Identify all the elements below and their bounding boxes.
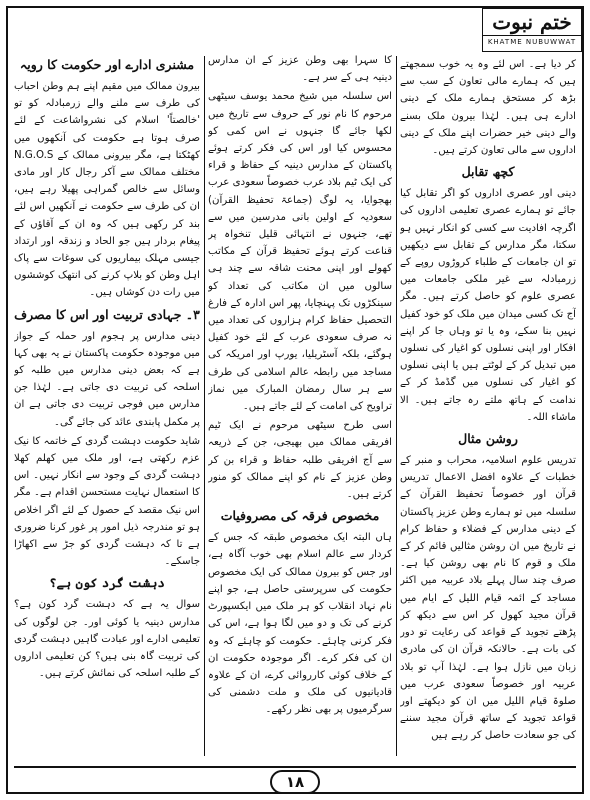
column-divider xyxy=(396,56,397,756)
section-heading: ۳۔ جہادی تربیت اور اس کا مصرف xyxy=(14,306,200,322)
article-column-middle xyxy=(208,52,392,758)
paragraph: بیرون ممالک میں مقیم اپنے ہم وطن احباب کی طرف سے ملنے والے زرمبادلہ کو تو 'خالصتاً' اسلام کی نشرواشاعت کے لئے صرف ہوتا ہے حکومت کی آنکھوں میں کھٹکتا ہے، مگر بیرونی ممالک کے N.G.O.S مختلف ممالک سے آکر رجال کار اور مادی وسائل سے خالص گمراہی پھیلا رہے ہیں، ان کی طرف سے حکومت نے آنکھیں اس لئے بند کر رکھی ہیں کہ وہ ان کے آقاؤں کے پیغام بردار ہیں جو الحاد و زندقہ اور ارتداد جیسی مہلک بیماریوں کی سوغات سے پاک اہل وطن کو بلاپ کرنے کی انتھک کوششوں میں رات دن کوشاں ہیں۔ xyxy=(14,81,200,299)
page-number: ۱۸ xyxy=(270,770,320,794)
section-heading: دہشت گرد کون ہے؟ xyxy=(49,575,165,591)
column-divider xyxy=(204,56,205,756)
section-heading: مخصوص فرقہ کی مصروفیات xyxy=(220,508,380,524)
article-column-right xyxy=(400,56,576,762)
paragraph: سوال یہ ہے کہ دہشت گرد کون ہے؟ مدارس دینیہ یا کوئی اور۔ جن لوگوں کی تعلیمی ادارے اور عبادت گاہیں دہشت گردی کی تربیت گاہ بنی ہیں؟ کن تعلیمی اداروں کے طلبہ اسلحہ کی نمائش کرتے ہیں۔ xyxy=(14,599,200,680)
masthead-title: ختم نبوت xyxy=(492,10,572,34)
paragraph: ہاں البتہ ایک مخصوص طبقہ کہ جس کے کردار سے عالم اسلام بھی خوب آگاہ ہے، اور جس کو بیرون ممالک کی ایک مخصوص حکومت کی سرپرستی حاصل ہے، جو اپنے نام نہاد انقلاب کو ہر ملک میں ایکسپورٹ کرنے کی تک و دو میں لگا ہوا ہے، اس کی فکر کرنی چاہئے۔ حکومت کو چاہئے کہ وہ ان کی فکر کرے۔ اگر موجودہ حکومت ان کے خلاف کوئی کارروائی کرے، ان کے علاوہ قادیانیوں کی ملک و ملت دشمنی کی سرگرمیوں پر بھی نظر رکھے۔ xyxy=(208,532,392,716)
paragraph: کا سہرا بھی وطن عزیز کے ان مدارس دینیہ ہی کے سر ہے۔ xyxy=(208,55,392,84)
paragraph: اس سلسلہ میں شیخ محمد یوسف سیٹھی مرحوم کا نام نور کے حروف سے تاریخ میں لکھا جائے گا جنہوں نے اس کمی کو محسوس کیا اور اس کی فکر کرتے ہوئے پاکستان کے مدارس دینیہ کے حفاظ و قراء کی ایک ٹیم بلاد عرب خصوصاً سعودی عرب بھجوایا، یہ لوگ (جماعۃ تحفیظ القرآن) سعودیہ کے اولین بانی مدرسین میں سے تھے، جنہوں نے انتہائی قلیل تنخواہ پر قناعت کرتے ہوئے تحفیظ قرآن کے مکاتب کھولے اور اپنی محنت شاقہ سے چند ہی سالوں میں ان مکاتب کی تعداد کو سینکڑوں تک پہنچایا، پھر اس ادارہ کے فارغ التحصیل حفاظ کرام ہزاروں کی تعداد میں نہ صرف سعودی عرب کے لئے خود کفیل ہوگئے، بلکہ آسٹریلیا، یورپ اور امریکہ کی مساجد میں رابطہ عالم اسلامی کی طرف سے ہر سال رمضان المبارک میں نماز تراویح کی امامت کے لئے جاتے ہیں۔ xyxy=(208,91,392,413)
page-footer xyxy=(0,770,590,794)
article-column-left xyxy=(14,52,200,758)
paragraph: شاید حکومت دہشت گردی کے خاتمہ کا نیک عزم رکھتی ہے، اور ملک میں کھلم کھلا دہشت گردی کے وجود سے انکار نہیں۔ اس کا استعمال نہایت مستحسن اقدام ہے۔ مگر اس نیک مقصد کے حصول کے لئے اگر اخلاص ہو تو مندرجہ ذیل امور پر غور کرنا ضروری ہے تا کہ دہشت گردی کو جڑ سے اکھاڑا جاسکے۔ xyxy=(14,435,200,568)
section-heading: مشنری ادارے اور حکومت کا رویہ xyxy=(19,57,195,72)
paragraph: دینی اور عصری اداروں کو اگر تقابل کیا جائے تو ہمارے عصری تعلیمی اداروں کی اگرچہ افادیت سے کسی کو انکار نہیں ہو سکتا، مگر مدارس کے تقابل سے دیکھیں تو ان جامعات کے طلباء کروڑوں روپے کے زرمبادلہ سے غیر ملکی جامعات میں عصری علوم کو حاصل کرتے ہیں۔ مگر آج تک کسی میدان میں ملک کو خود کفیل نہیں بنا سکے، وہ یا تو وہاں جا کر اپنے افکار اور اپنی نسلوں کو اغیار کی نسلوں میں تبدیل کر کے لوٹتے ہیں یا اپنی نسلوں کو اغیار کی نسلوں میں گڈمڈ کر کے ندامت کے ہاتھ ملتے رہ جاتے ہیں۔ الا ماشاء اللہ۔ xyxy=(400,188,576,423)
footer-rule xyxy=(14,766,576,768)
masthead-logo xyxy=(482,8,582,52)
masthead-subtitle: KHATME NUBUWWAT xyxy=(483,35,581,48)
section-heading: کچھ تقابل xyxy=(461,164,515,180)
section-heading: روشن مثال xyxy=(458,431,518,447)
paragraph: دینی مدارس پر ہجوم اور حملہ کے جواز میں موجودہ حکومت پاکستان نے یہ بھی کہا ہے کہ بعض دینی مدارس میں طلبہ کو اسلحہ کی تربیت دی جاتی ہے۔ لہٰذا جن مدارس میں فوجی تربیت دی جاتی ہے ان پر مکمل پابندی عائد کی جائے گی۔ xyxy=(14,330,200,428)
paragraph: کر دیا ہے۔ اس لئے وہ یہ خوب سمجھتے ہیں کہ ہمارے مالی تعاون کے سب سے بڑھ کر مستحق ہمارے ملک کے دینی ادارے ہی ہیں۔ لہٰذا بیرون ملک بسنے والے دینی خیر حضرات اپنے ملک کے دینی اداروں سے مالی تعاون کرتے ہیں۔ xyxy=(400,59,576,157)
paragraph: اسی طرح سیٹھی مرحوم نے ایک ٹیم افریقی ممالک میں بھیجی، جن کے ذریعہ سے آج افریقی طلبہ حفاظ و قراء بن کر وطن عزیز کے نام کو اپنے ممالک کو منور کرتے ہیں۔ xyxy=(208,420,392,501)
paragraph: تدریس علوم اسلامیہ، محراب و منبر کے خطبات کے علاوہ افضل الاعمال تدریس قرآن اور خصوصاً تحفیظ القرآن کے سلسلہ میں تو ہمارے وطن عزیز پاکستان کے دینی مدارس کے فضلاء و حفاظ کرام نے تاریخ میں ان روشن مثالیں قائم کر کے ملک و قوم کا نام بھی روشن کیا ہے۔ صرف چند سال پہلے بلاد عربیہ میں اکثر مساجد کے ائمہ قیام اللیل کے ایام میں قرآن مجید کھول کر اس سے دیکھ کر پڑھتے تجوید کے قواعد کی رعایت تو دور کی بات ہے۔ حالانکہ قرآن ان کی مادری زبان میں نازل ہوا ہے۔ لہٰذا آپ تو بلاد عربیہ اور خصوصاً سعودی عرب میں صلوۃ قیام اللیل میں ان کو دیکھتے اور قواعد تجوید کے ساتھ قرآن مجید سننے کی جو سعادت حاصل کر رہے ہیں xyxy=(400,455,576,742)
